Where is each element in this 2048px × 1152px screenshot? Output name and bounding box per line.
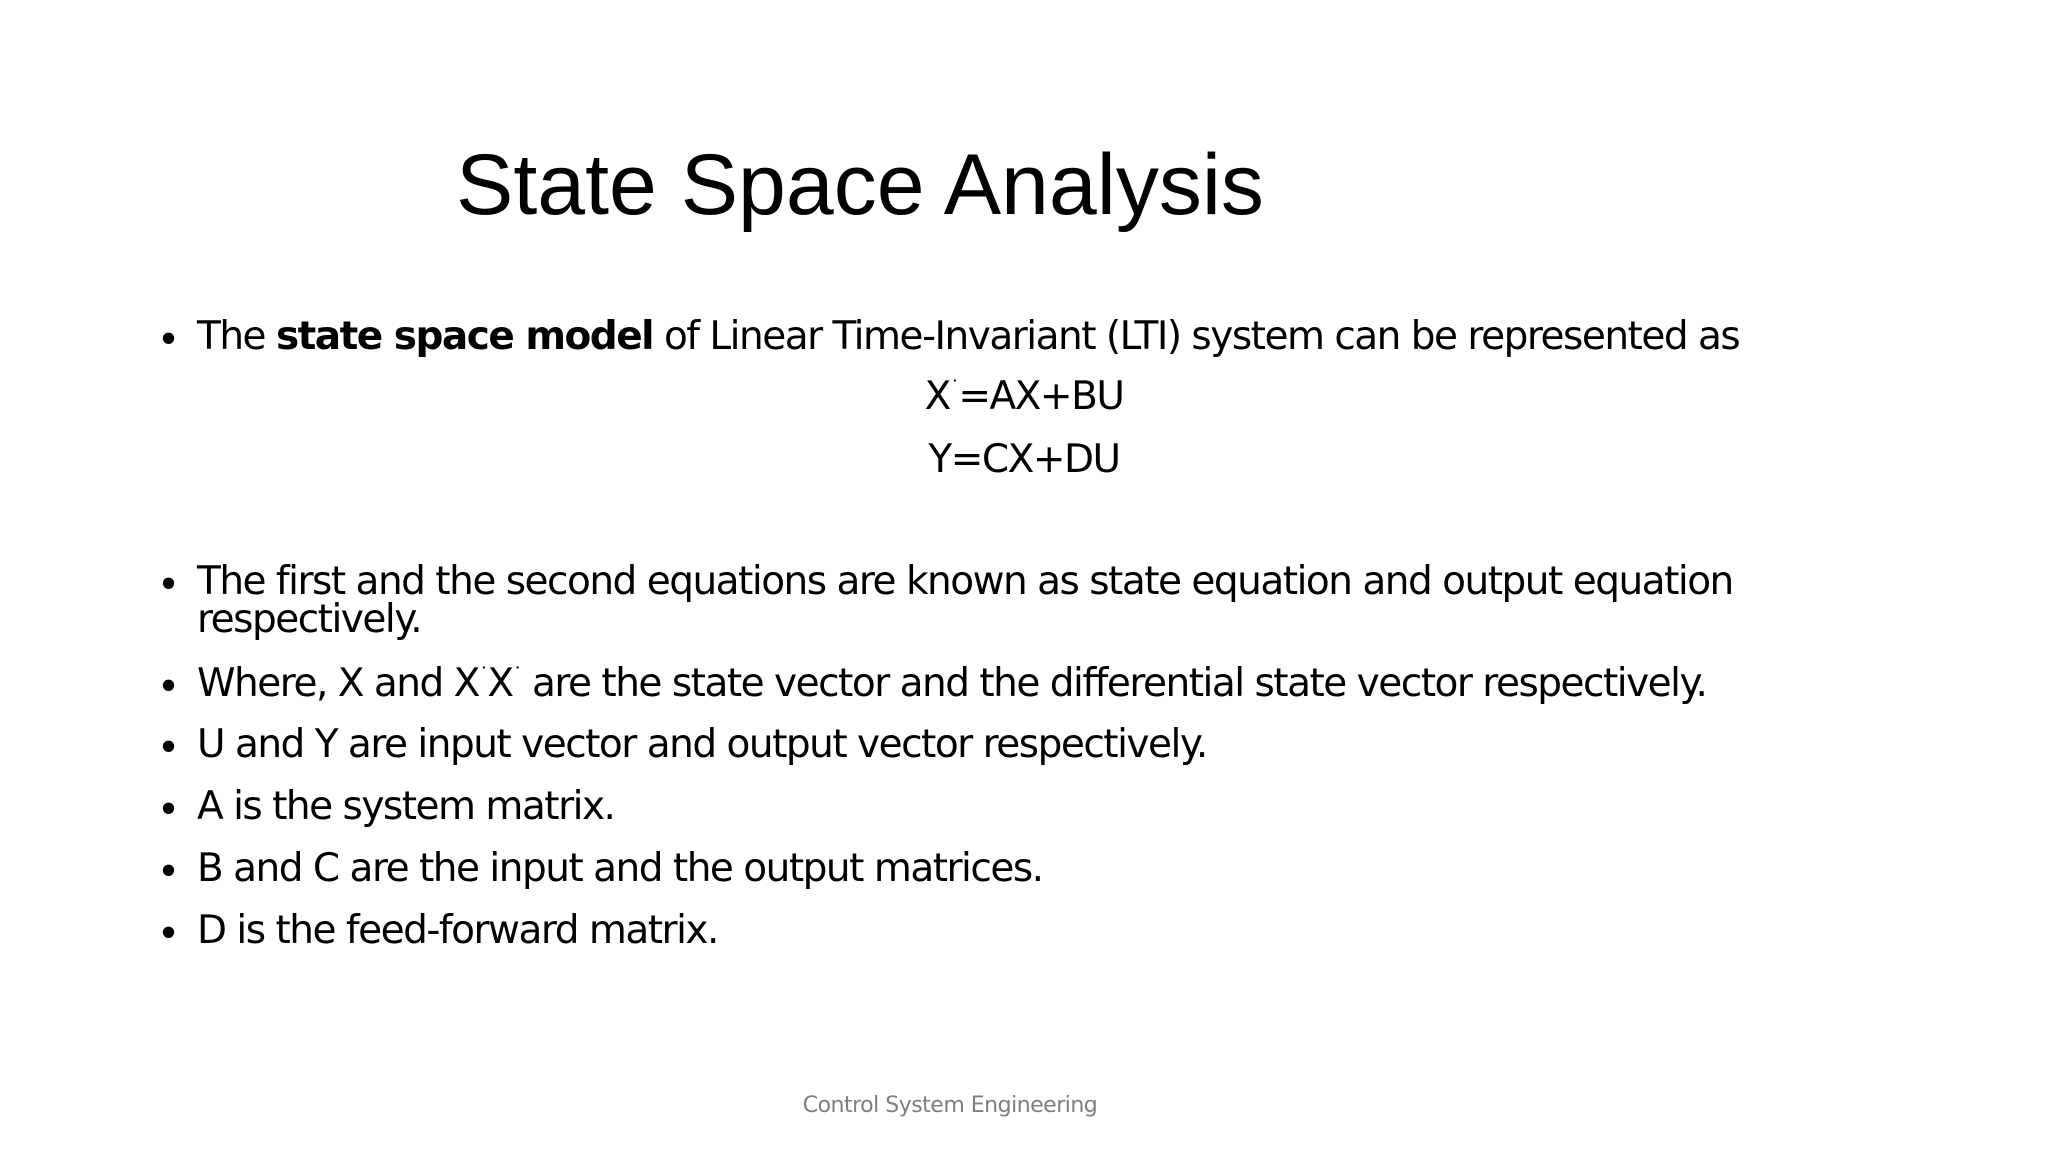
bullet-dot: • (157, 850, 179, 895)
derivative-dot: ˙ (512, 663, 522, 687)
bullet-dot: • (157, 563, 179, 608)
output-equation: Y=CX+DU (928, 437, 1120, 482)
state-equation-rhs: =AX+BU (958, 374, 1124, 419)
bullet-dot: • (157, 788, 179, 833)
bullet-dot: • (157, 665, 179, 710)
bullet-text: The first and the second equations are known as state equation and output equation respectively. (197, 559, 1733, 642)
slide-title: State Space Analysis (456, 137, 1264, 233)
bullet-text-mid: X (487, 661, 513, 706)
bullet-text-pre: Where, X and X (197, 661, 479, 706)
bullet-text-pre: The (197, 314, 276, 359)
bullet-dot: • (157, 726, 179, 771)
bullet-text: B and C are the input and the output matrices. (197, 846, 1043, 891)
derivative-dot: ˙ (478, 663, 488, 687)
bullet-text (197, 314, 1897, 359)
derivative-dot: ˙ (949, 376, 959, 400)
bullet-text: A is the system matrix. (197, 784, 615, 829)
bullet-text: U and Y are input vector and output vector respectively. (197, 722, 1207, 767)
bullet-text-post: are the state vector and the differential state vector respectively. (521, 661, 1707, 706)
state-equation (0, 372, 2048, 422)
slide-footer: Control System Engineering (802, 1093, 1098, 1118)
bullet-text: D is the feed-forward matrix. (197, 908, 718, 953)
bullet-text (197, 661, 1897, 706)
bullet-dot: • (157, 912, 179, 957)
state-equation-lhs: X (924, 374, 950, 419)
bullet-dot: • (157, 318, 179, 363)
bullet-text-bold: state space model (275, 314, 654, 359)
bullet-text-post: of Linear Time-Invariant (LTI) system can be represented as (653, 314, 1740, 359)
